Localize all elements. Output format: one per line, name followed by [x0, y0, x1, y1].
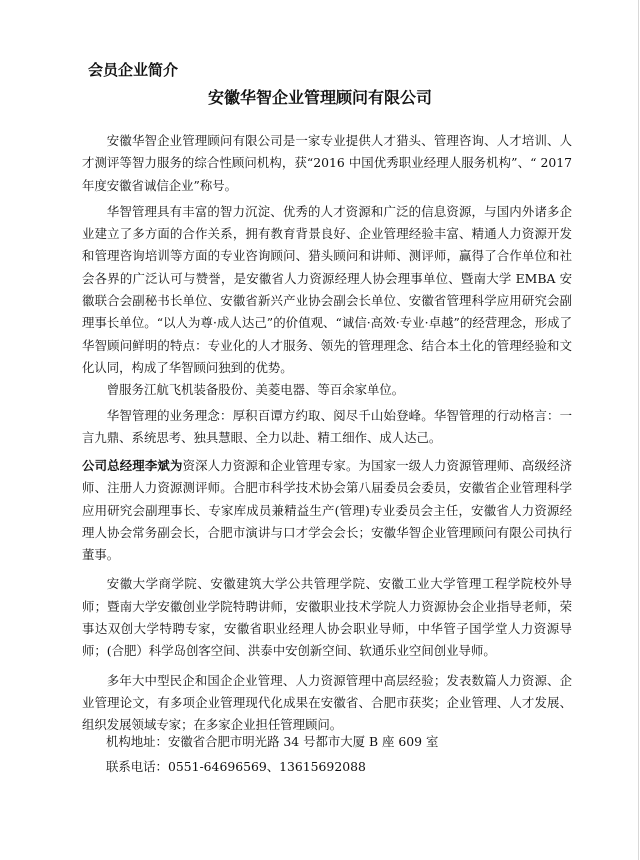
intro-paragraph: 安徽华智企业管理顾问有限公司是一家专业提供人才猎头、管理咨询、人才培训、人才测评等智力服务的综合性顾问机构，获“2016 中国优秀职业经理人服务机构”、“ 2017 年度安徽省诚信企业”称号。: [82, 133, 572, 193]
page-edge-rule: [638, 0, 639, 860]
gm-lead-rest: 资深人力资源和企业管理专家。为国家一级人力资源管理师、高级经济师、注册人力资源测评师。合肥市科学技术协会第八届委员会委员，安徽省企业管理科学应用研究会副理事长、专家库成员兼精益生产(管理)专业委员会主任，安徽省人力资源经理人协会常务副会长，合肥市演讲与口才学会会长；安徽华智企业管理顾问有限公司执行董事。: [82, 458, 573, 563]
page-title: 安徽华智企业管理顾问有限公司: [207, 88, 432, 107]
contact-block: [106, 731, 438, 778]
contact-phone: 联系电话：0551-64696569、13615692088: [106, 759, 366, 774]
contact-address: 机构地址：安徽省合肥市明光路 34 号都市大厦 B 座 609 室: [106, 734, 439, 749]
gm-mentor-paragraph: 安徽大学商学院、安徽建筑大学公共管理学院、安徽工业大学管理工程学院校外导师；暨南大学安徽创业学院特聘讲师，安徽职业技术学院人力资源协会企业指导老师，荣事达双创大学特聘专家，安徽省职业经理人协会职业导师，中华管子国学堂人力资源导师；(合肥）科学岛创客空间、洪泰中安创新空间、软通乐业空间创业导师。: [82, 576, 572, 659]
motto-paragraph: 华智管理的业务理念：厚积百谭方约取、阅尽千山始登峰。华智管理的行动格言：一言九鼎、系统思考、独具慧眼、全力以赴、精工细作、成人达己。: [82, 407, 572, 445]
gm-profile: [82, 455, 572, 737]
section-label: 会员企业简介: [88, 61, 179, 79]
gm-experience-paragraph: 多年大中型民企和国企企业管理、人力资源管理中高层经验；发表数篇人力资源、企业管理论文，有多项企业管理现代化成果在安徽省、合肥市获奖；企业管理、人才发展、组织发展领域专家；在多家企业担任管理顾问。: [82, 672, 572, 733]
strengths-paragraph: 华智管理具有丰富的智力沉淀、优秀的人才资源和广泛的信息资源，与国内外诸多企业建立了多方面的合作关系，拥有教育背景良好、企业管理经验丰富、精通人力资源开发和管理咨询培训等方面的专业咨询顾问、猎头顾问和讲师、测评师，赢得了合作单位和社会各界的广泛认可与赞誉，是安徽省人力资源经理人协会理事单位、暨南大学 EMBA 安徽联合会副秘书长单位、安徽省新兴产业协会副会长单位、安徽省管理科学应用研究会副理事长单位。“以人为尊·成人达己”的价值观、“诚信·高效·专业·卓越”的经营理念，形成了华智顾问鲜明的特点：专业化的人才服务、领先的管理理念、结合本土化的管理经验和文化认同，构成了华智顾问独到的优势。: [82, 203, 572, 375]
gm-lead-bold: 公司总经理李斌为: [82, 458, 183, 473]
gm-intro-paragraph: [82, 455, 572, 566]
company-intro: [82, 130, 572, 449]
clients-paragraph: 曾服务江航飞机装备股份、美菱电器、等百余家单位。: [106, 382, 405, 398]
